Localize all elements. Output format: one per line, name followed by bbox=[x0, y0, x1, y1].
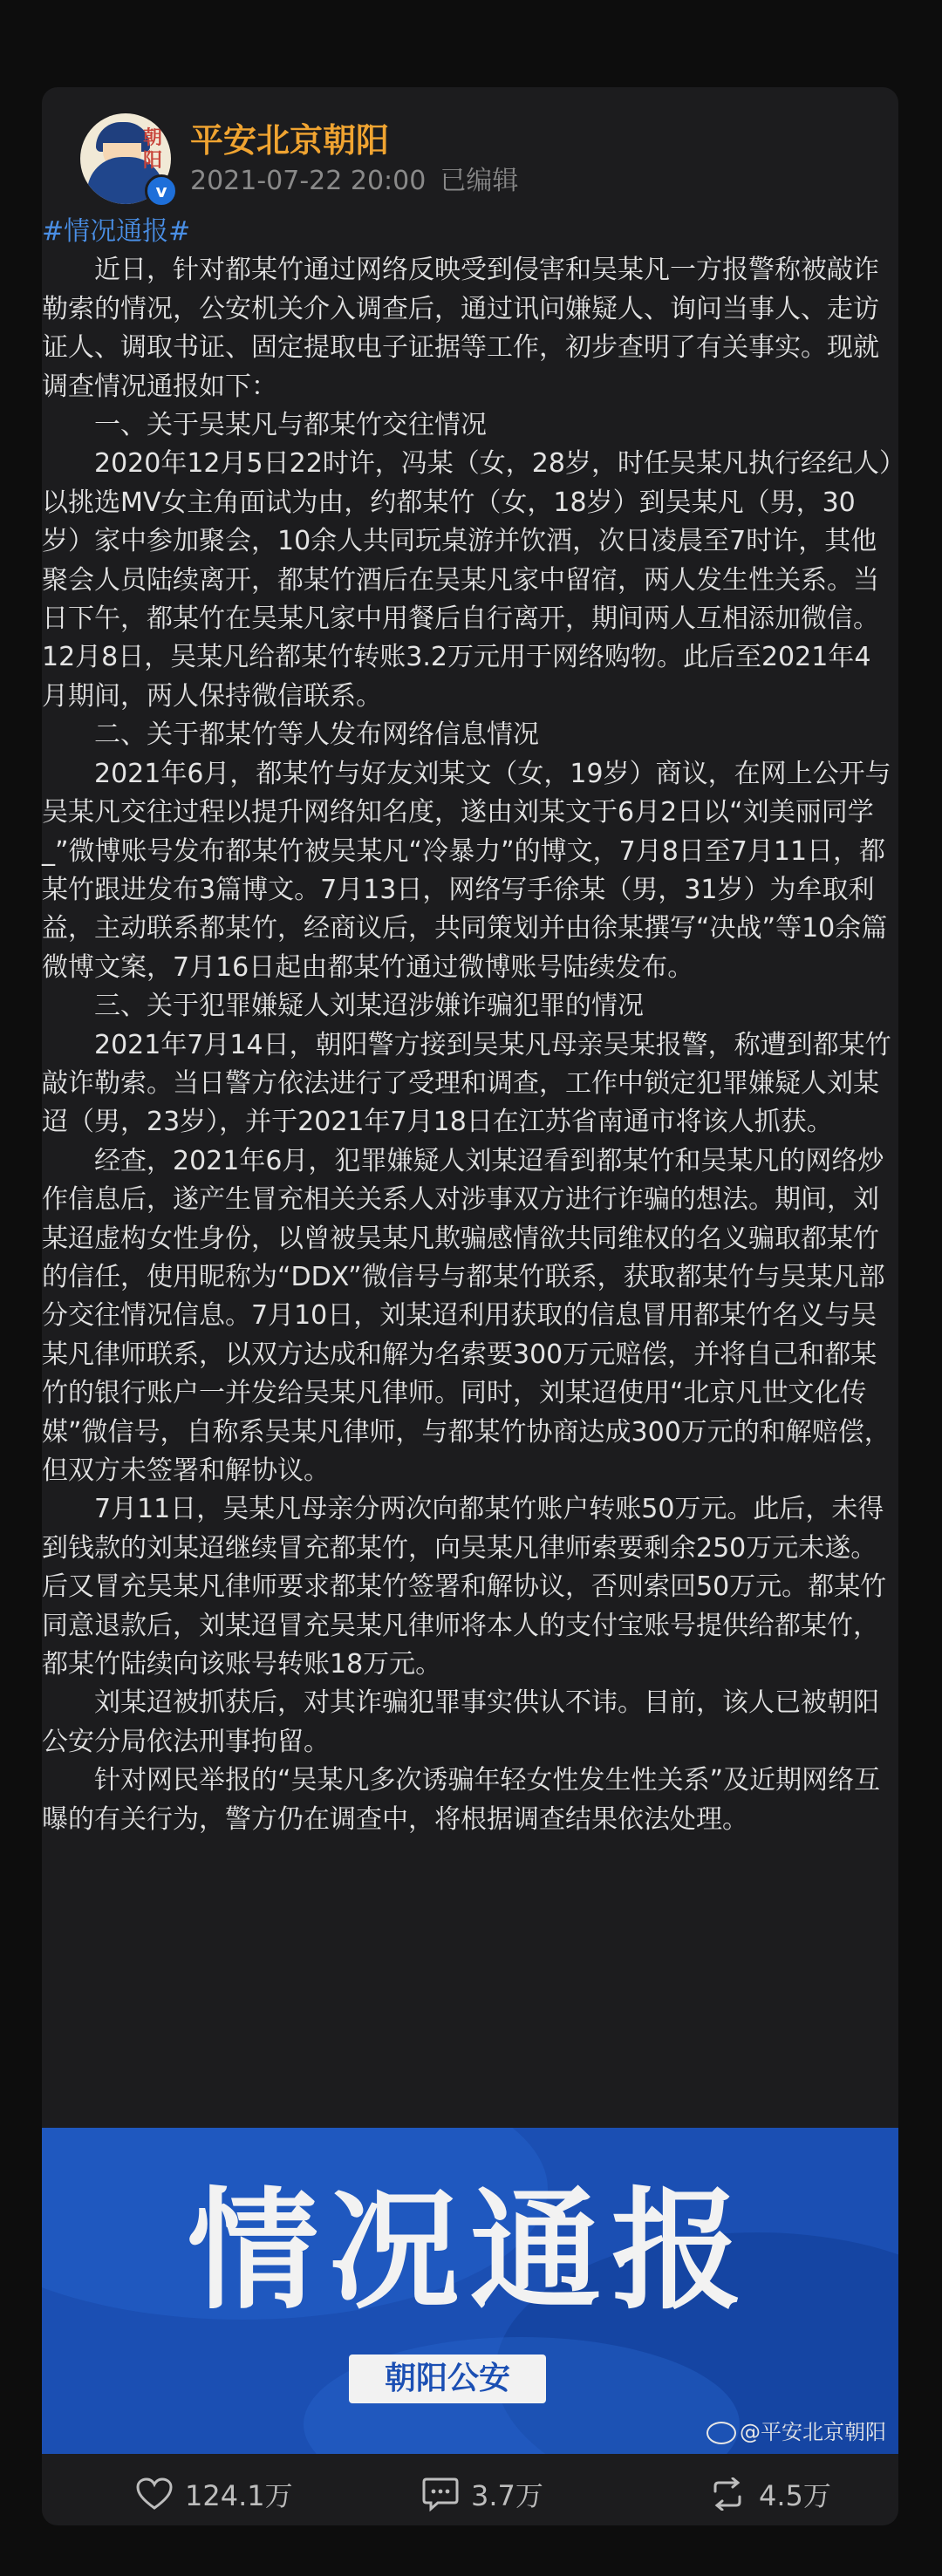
comment-count: 3.7万 bbox=[471, 2479, 543, 2512]
like-count: 124.1万 bbox=[185, 2479, 293, 2512]
paragraph: 2020年12月5日22时许，冯某（女，28岁，时任吴某凡执行经纪人）以挑选MV女主角面试为由，约都某竹（女，18岁）到吴某凡（男，30岁）家中参加聚会，10余人共同玩桌游并饮酒，次日凌晨至7时许，其他聚会人员陆续离开，都某竹酒后在吴某凡家中留宿，两人发生性关系。当日下午，都某竹在吴某凡家中用餐后自行离开，期间两人互相添加微信。12月8日，吴某凡给都某竹转账3.2万元用于网络购物。此后至2021年4月期间，两人保持微信联系。 bbox=[42, 448, 892, 712]
paragraph: 7月11日，吴某凡母亲分两次向都某竹账户转账50万元。此后，未得到钱款的刘某迢继续冒充都某竹，向吴某凡律师索要剩余250万元未遂。后又冒充吴某凡律师要求都某竹签署和解协议，否则索回50万元。都某竹同意退款后，刘某迢冒充吴某凡律师将本人的支付宝账号提供给都某竹，都某竹陆续向该账号转账18万元。 bbox=[42, 1494, 887, 1680]
paragraph: 近日，针对都某竹通过网络反映受到侵害和吴某凡一方报警称被敲诈勒索的情况，公安机关介入调查后，通过讯问嫌疑人、询问当事人、走访证人、调取书证、固定提取电子证据等工作，初步查明了有关事实。现就调查情况通报如下： bbox=[42, 255, 879, 402]
weibo-logo-icon bbox=[706, 2422, 736, 2444]
paragraph: 针对网民举报的“吴某凡多次诱骗年轻女性发生性关系”及近期网络互曝的有关行为，警方仍在调查中，将根据调查结果依法处理。 bbox=[42, 1765, 881, 1835]
post-image[interactable] bbox=[42, 2128, 898, 2454]
action-bar bbox=[42, 2468, 898, 2520]
like-button[interactable] bbox=[136, 2468, 293, 2520]
watermark-text: @平安北京朝阳 bbox=[740, 2420, 886, 2444]
section-heading: 一、关于吴某凡与都某竹交往情况 bbox=[94, 410, 487, 441]
author-name[interactable]: 平安北京朝阳 bbox=[190, 121, 390, 160]
heart-icon bbox=[136, 2477, 173, 2511]
post-body bbox=[42, 213, 898, 1839]
repost-button[interactable] bbox=[708, 2468, 831, 2520]
repost-count: 4.5万 bbox=[759, 2479, 831, 2512]
verified-icon: v bbox=[145, 174, 178, 208]
hashtag-link[interactable]: #情况通报# bbox=[42, 216, 191, 247]
post-meta bbox=[190, 159, 518, 197]
comment-icon bbox=[422, 2477, 459, 2511]
image-watermark bbox=[706, 2415, 886, 2445]
image-subtitle: 朝阳公安 bbox=[349, 2355, 546, 2403]
comment-button[interactable] bbox=[422, 2468, 543, 2520]
post-date: 2021-07-22 20:00 bbox=[190, 166, 427, 196]
paragraph: 经查，2021年6月，犯罪嫌疑人刘某迢看到都某竹和吴某凡的网络炒作信息后，遂产生冒充相关关系人对涉事双方进行诈骗的想法。期间，刘某迢虚构女性身份，以曾被吴某凡欺骗感情欲共同维权的名义骗取都某竹的信任，使用昵称为“DDX”微信号与都某竹联系，获取都某竹与吴某凡部分交往情况信息。7月10日，刘某迢利用获取的信息冒用都某竹名义与吴某凡律师联系，以双方达成和解为名索要300万元赔偿，并将自己和都某竹的银行账户一并发给吴某凡律师。同时，刘某迢使用“北京凡世文化传媒”微信号，自称系吴某凡律师，与都某竹协商达成300万元的和解赔偿，但双方未签署和解协议。 bbox=[42, 1145, 891, 1486]
section-heading: 三、关于犯罪嫌疑人刘某迢涉嫌诈骗犯罪的情况 bbox=[94, 991, 644, 1022]
weibo-post-card bbox=[42, 87, 898, 2525]
paragraph: 刘某迢被抓获后，对其诈骗犯罪事实供认不讳。目前，该人已被朝阳公安分局依法刑事拘留。 bbox=[42, 1687, 879, 1757]
avatar-text: 朝阳 bbox=[142, 127, 162, 172]
section-heading: 二、关于都某竹等人发布网络信息情况 bbox=[94, 719, 539, 751]
paragraph: 2021年6月，都某竹与好友刘某文（女，19岁）商议，在网上公开与吴某凡交往过程以提升网络知名度，遂由刘某文于6月2日以“刘美丽同学_”微博账号发布都某竹被吴某凡“冷暴力”的博文，7月8日至7月11日，都某竹跟进发布3篇博文。7月13日，网络写手徐某（男，31岁）为牟取利益，主动联系都某竹，经商议后，共同策划并由徐某撰写“决战”等10余篇微博文案，7月16日起由都某竹通过微博账号陆续发布。 bbox=[42, 758, 891, 983]
image-title: 情况通报 bbox=[187, 2176, 753, 2327]
paragraph: 2021年7月14日，朝阳警方接到吴某凡母亲吴某报警，称遭到都某竹敲诈勒索。当日警方依法进行了受理和调查，工作中锁定犯罪嫌疑人刘某迢（男，23岁），并于2021年7月18日在江苏省南通市将该人抓获。 bbox=[42, 1029, 891, 1138]
repost-icon bbox=[708, 2477, 747, 2511]
edited-label[interactable]: 已编辑 bbox=[440, 166, 519, 196]
